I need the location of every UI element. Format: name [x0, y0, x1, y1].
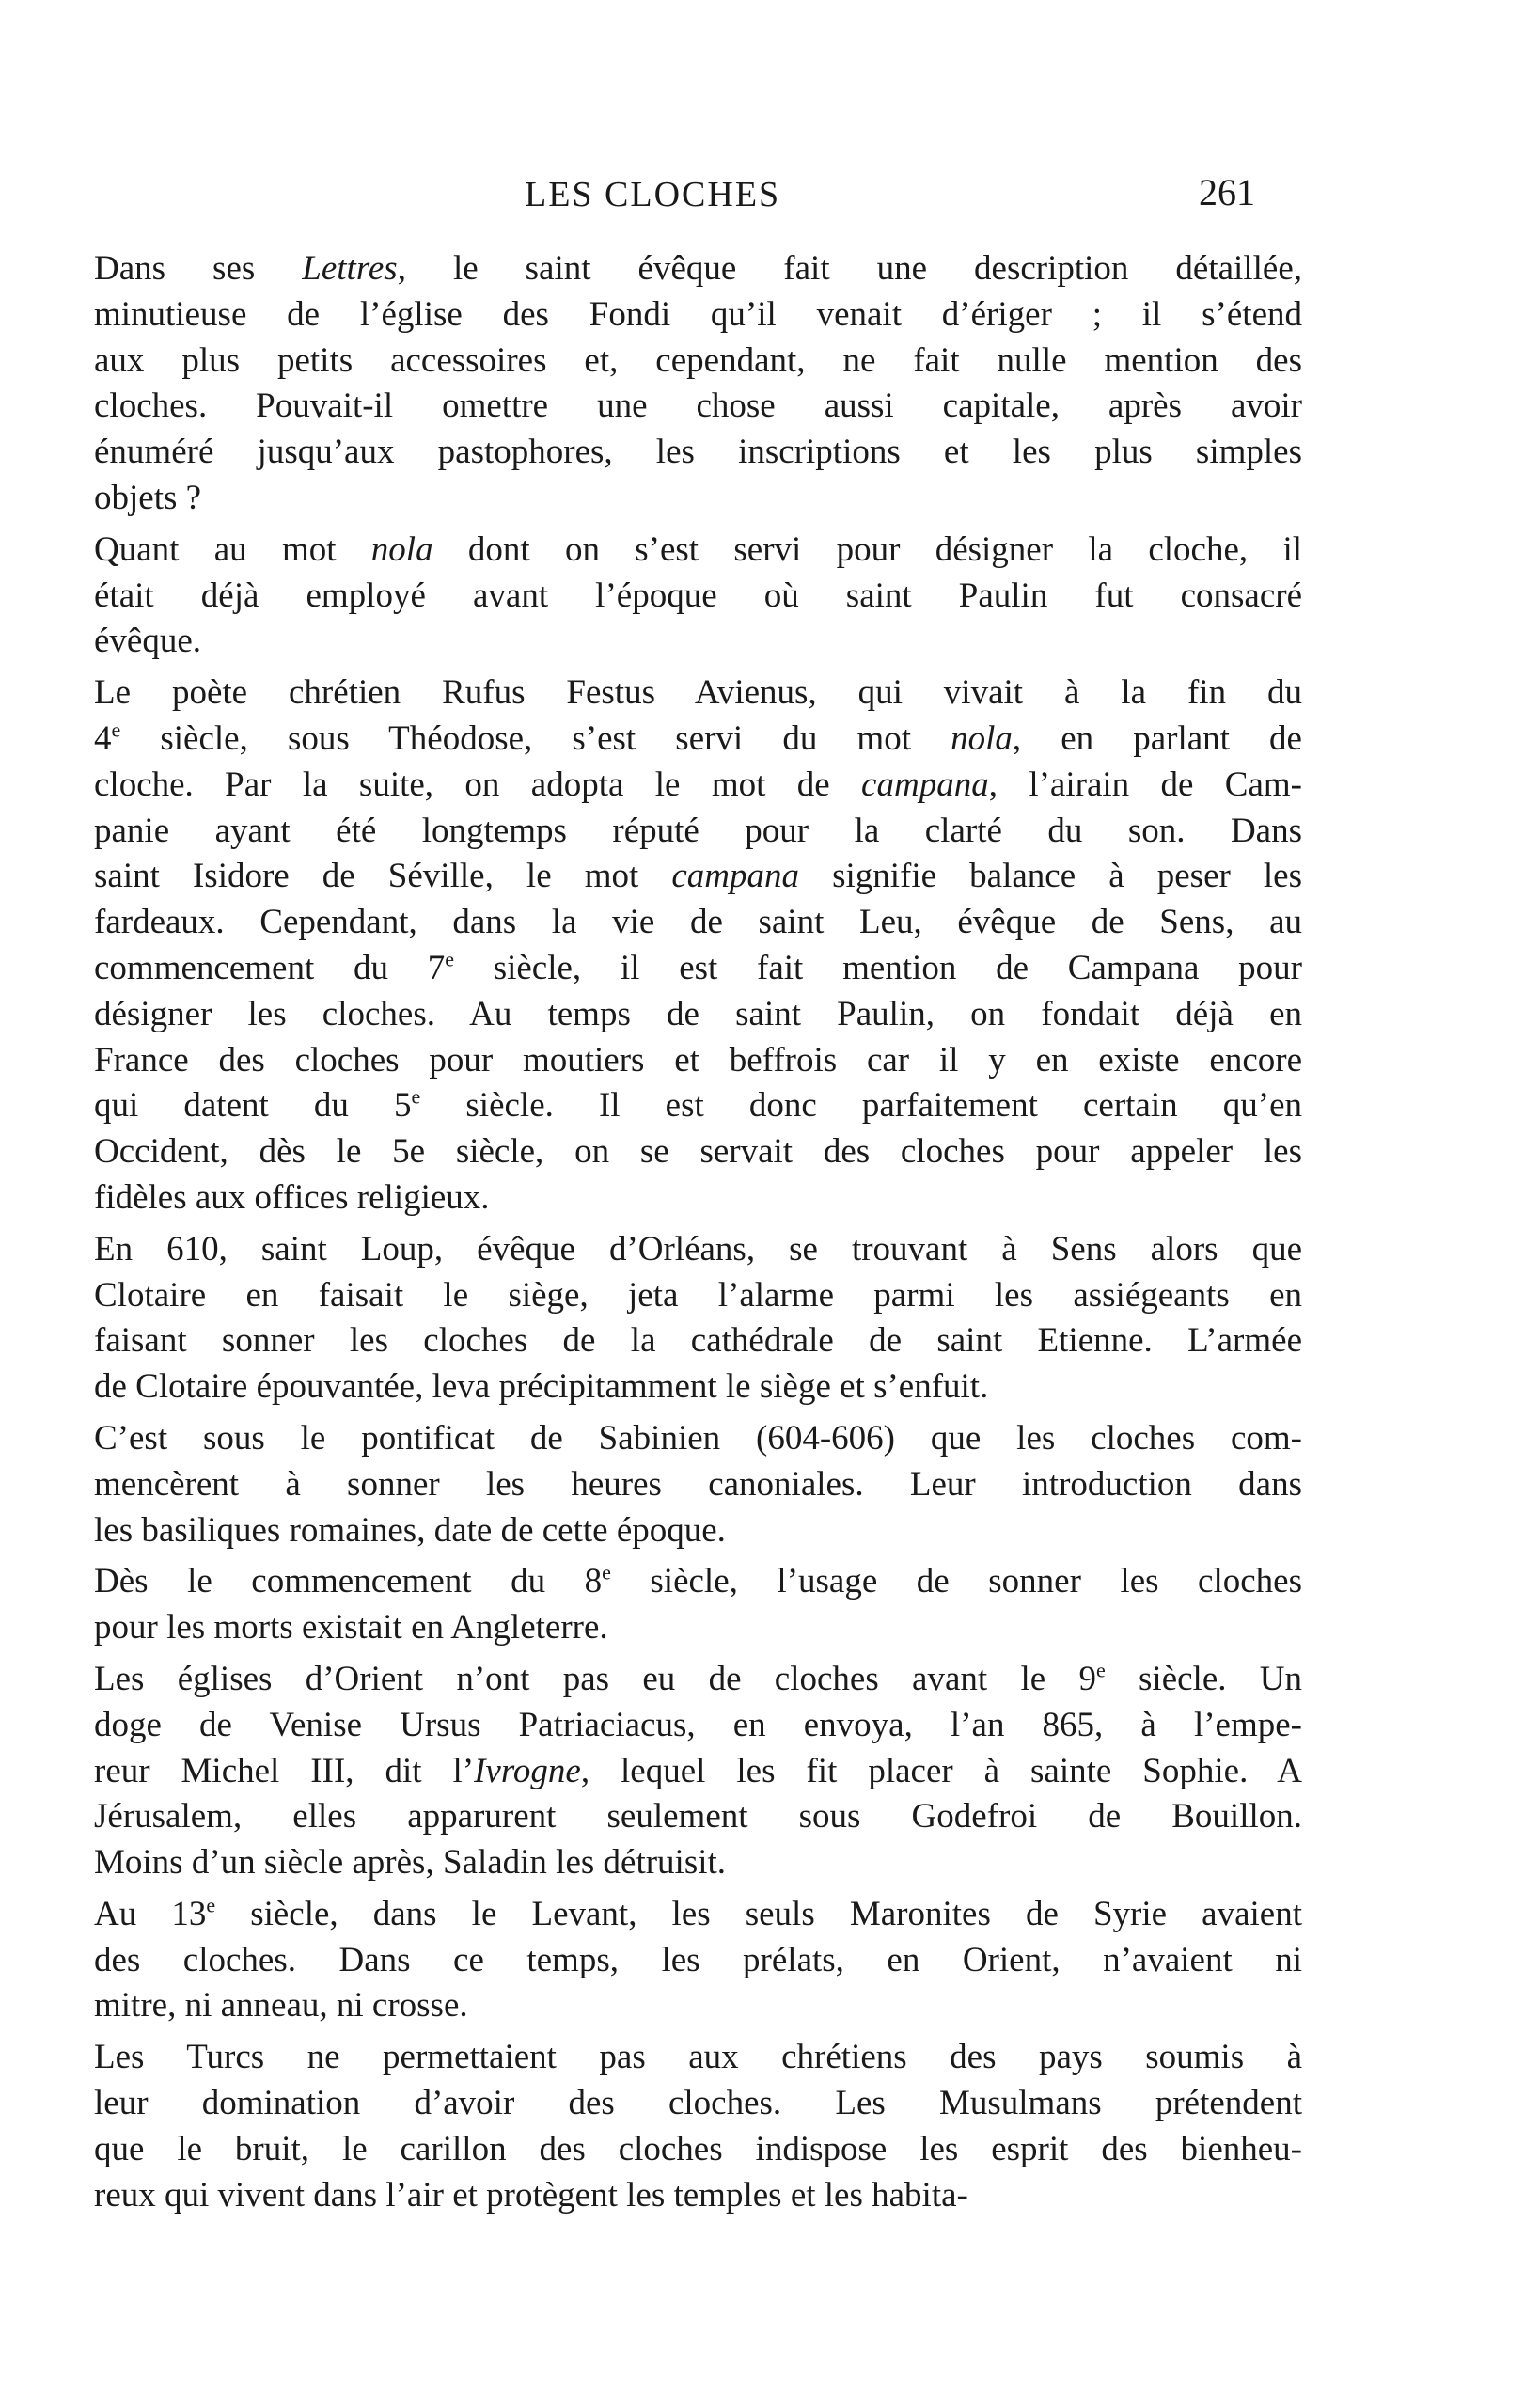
italic-word: nola: [951, 718, 1013, 758]
text-line: [94, 717, 1302, 763]
paragraph: [94, 1559, 1302, 1651]
text-run: aux plus petits accessoires et, cependant, ne fait nulle mention des: [94, 340, 1302, 380]
text-line: [94, 946, 1302, 992]
text-run: fardeaux. Cependant, dans la vie de saint Leu, évêque de Sens, au: [94, 903, 1302, 942]
text-run: signifie balance à peser les: [799, 857, 1302, 896]
paragraph: [94, 1892, 1302, 2029]
text-line: [94, 1038, 1302, 1084]
text-line: [94, 992, 1302, 1038]
text-line: [94, 1508, 1302, 1554]
text-line: [94, 1983, 1302, 2029]
text-run: Les églises d’Orient n’ont pas eu de cloches avant le 9: [94, 1659, 1096, 1698]
text-run: objets ?: [94, 478, 202, 517]
text-run: reux qui vivent dans l’air et protègent les temples et les habita-: [94, 2175, 968, 2215]
text-line: [94, 528, 1302, 574]
text-run: , le saint évêque fait une description détaillée,: [397, 249, 1302, 288]
italic-word: Lettres: [302, 249, 398, 288]
text-run: cloches. Pouvait-il omettre une chose aussi capitale, après avoir: [94, 386, 1302, 426]
text-run: France des cloches pour moutiers et beffrois car il y en existe encore: [94, 1040, 1302, 1080]
page-number: 261: [1199, 171, 1255, 213]
text-run: Jérusalem, elles apparurent seulement sous Godefroi de Bouillon.: [94, 1797, 1302, 1836]
ordinal-superscript: e: [411, 1085, 421, 1110]
text-run: siècle, l’usage de sonner les cloches: [610, 1562, 1302, 1601]
text-run: Moins d’un siècle après, Saladin les détruisit.: [94, 1843, 727, 1883]
text-run: que le bruit, le carillon des cloches indispose les esprit des bienheu-: [94, 2129, 1302, 2168]
text-line: [94, 1794, 1302, 1840]
text-run: Quant au mot: [94, 529, 371, 569]
text-run: évêque.: [94, 622, 202, 661]
text-run: panie ayant été longtemps réputé pour la clarté du son. Dans: [94, 811, 1302, 850]
text-run: Clotaire en faisait le siège, jeta l’alarme parmi les assiégeants en: [94, 1275, 1302, 1315]
paragraph: [94, 528, 1302, 665]
text-line: [94, 476, 1302, 522]
text-run: siècle, dans le Levant, les seuls Maronites de Syrie avaient: [215, 1894, 1302, 1933]
text-line: [94, 1416, 1302, 1462]
text-run: des cloches. Dans ce temps, les prélats, en Orient, n’avaient ni: [94, 1940, 1302, 1979]
text-line: [94, 1840, 1302, 1886]
text-run: énuméré jusqu’aux pastophores, les inscriptions et les plus simples: [94, 433, 1302, 472]
text-run: commencement du 7: [94, 948, 446, 987]
text-run: , l’airain de Cam-: [988, 765, 1302, 804]
text-line: [94, 339, 1302, 385]
text-line: [94, 574, 1302, 620]
text-run: fidèles aux offices religieux.: [94, 1177, 490, 1217]
text-line: [94, 1227, 1302, 1273]
text-line: [94, 763, 1302, 809]
italic-word: campana: [861, 765, 989, 804]
text-run: mencèrent à sonner les heures canoniales. Leur introduction dans: [94, 1464, 1302, 1504]
text-line: [94, 2035, 1302, 2081]
text-run: Dans ses: [94, 249, 303, 288]
text-run: , lequel les fit placer à sainte Sophie. A: [580, 1751, 1302, 1790]
text-line: [94, 1462, 1302, 1508]
text-line: [94, 2081, 1302, 2127]
text-line: [94, 246, 1302, 292]
text-run: Le poète chrétien Rufus Festus Avienus, qui vivait à la fin du: [94, 673, 1302, 713]
text-run: Au 13: [94, 1894, 207, 1933]
paragraph: [94, 670, 1302, 1222]
text-run: mitre, ni anneau, ni crosse.: [94, 1986, 468, 2026]
italic-word: campana: [671, 857, 800, 896]
text-run: désigner les cloches. Au temps de saint Paulin, on fondait déjà en: [94, 994, 1302, 1033]
paragraph: [94, 1416, 1302, 1553]
text-line: [94, 1083, 1302, 1129]
text-run: qui datent du 5: [94, 1086, 412, 1126]
italic-word: nola: [370, 529, 433, 569]
paragraph: [94, 1227, 1302, 1411]
ordinal-superscript: e: [445, 947, 454, 971]
text-line: [94, 809, 1302, 855]
text-line: [94, 854, 1302, 900]
text-line: [94, 1175, 1302, 1222]
text-run: siècle. Il est donc parfaitement certain qu’en: [420, 1086, 1302, 1126]
text-line: [94, 1892, 1302, 1938]
text-run: de Clotaire épouvantée, leva précipitamment le siège et s’enfuit.: [94, 1367, 989, 1407]
text-run: était déjà employé avant l’époque où saint Paulin fut consacré: [94, 575, 1302, 615]
ordinal-superscript: e: [602, 1560, 611, 1584]
text-run: Dès le commencement du 8: [94, 1562, 603, 1601]
text-run: dont on s’est servi pour désigner la cloche, il: [432, 529, 1302, 569]
ordinal-superscript: e: [1095, 1658, 1106, 1682]
text-run: pour les morts existait en Angleterre.: [94, 1608, 608, 1647]
text-run: siècle, sous Théodose, s’est servi du mot: [120, 718, 951, 758]
text-run: doge de Venise Ursus Patriaciacus, en envoya, l’an 865, à l’empe-: [94, 1705, 1302, 1744]
paragraph: [94, 2035, 1302, 2218]
text-line: [94, 1703, 1302, 1749]
text-run: cloche. Par la suite, on adopta le mot de: [94, 765, 862, 804]
text-run: 4: [94, 718, 112, 758]
text-line: [94, 1657, 1302, 1703]
ordinal-superscript: e: [206, 1893, 216, 1917]
body-text: [94, 246, 1302, 2218]
text-line: [94, 1364, 1302, 1411]
text-line: [94, 384, 1302, 430]
italic-word: Ivrogne: [474, 1751, 581, 1790]
text-run: minutieuse de l’église des Fondi qu’il venait d’ériger ; il s’étend: [94, 294, 1302, 334]
text-line: [94, 900, 1302, 946]
text-run: , en parlant de: [1012, 718, 1302, 758]
text-line: [94, 1129, 1302, 1175]
text-line: [94, 2173, 1302, 2219]
text-run: les basiliques romaines, date de cette époque.: [94, 1510, 726, 1550]
text-line: [94, 1749, 1302, 1795]
text-line: [94, 2127, 1302, 2173]
text-run: En 610, saint Loup, évêque d’Orléans, se trouvant à Sens alors que: [94, 1229, 1302, 1269]
running-head: [94, 171, 1316, 221]
text-line: [94, 1605, 1302, 1651]
paragraph: [94, 1657, 1302, 1886]
text-line: [94, 1559, 1302, 1605]
text-run: siècle, il est fait mention de Campana pour: [453, 948, 1303, 987]
text-line: [94, 1273, 1302, 1319]
ordinal-superscript: e: [111, 717, 121, 742]
text-run: saint Isidore de Séville, le mot: [94, 857, 672, 896]
text-run: faisant sonner les cloches de la cathédrale de saint Etienne. L’armée: [94, 1321, 1302, 1361]
text-run: Les Turcs ne permettaient pas aux chrétiens des pays soumis à: [94, 2038, 1302, 2077]
text-line: [94, 430, 1302, 476]
text-run: Occident, dès le 5e siècle, on se servait des cloches pour appeler les: [94, 1132, 1302, 1172]
text-run: reur Michel III, dit l’: [94, 1751, 475, 1790]
running-title: LES CLOCHES: [525, 175, 781, 214]
text-line: [94, 1938, 1302, 1984]
text-line: [94, 292, 1302, 339]
text-line: [94, 670, 1302, 717]
text-line: [94, 1318, 1302, 1364]
paragraph: [94, 246, 1302, 522]
text-line: [94, 619, 1302, 665]
text-run: leur domination d’avoir des cloches. Les Musulmans prétendent: [94, 2084, 1302, 2123]
text-run: siècle. Un: [1105, 1659, 1303, 1698]
text-run: C’est sous le pontificat de Sabinien (604-606) que les cloches com-: [94, 1418, 1302, 1458]
